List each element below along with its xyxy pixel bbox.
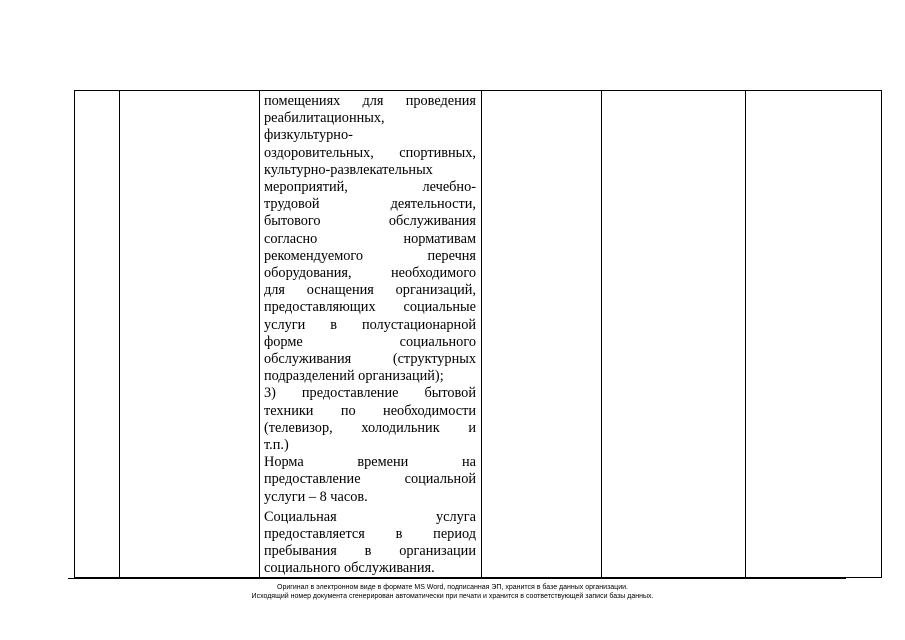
column-divider [481,91,482,577]
text-line [264,196,476,213]
text-word: оздоровительных, [264,144,374,161]
text-word: 3) [264,385,276,402]
text-word: Социальная [264,508,337,525]
text-line [264,489,476,506]
text-word: предоставление [264,471,361,488]
text-word: рекомендуемого [264,247,364,264]
text-word: форме [264,333,303,350]
text-line [264,334,476,351]
text-line [264,471,476,488]
text-line [264,248,476,265]
text-word: организации [399,543,476,560]
text-word: холодильник [361,419,440,436]
text-word: необходимого [391,265,476,282]
text-word: бытовой [424,385,476,402]
text-word: т.п.) [264,437,289,454]
text-line [264,145,476,162]
text-word: в [364,543,372,560]
text-line [264,93,476,110]
text-word: культурно-развлекательных [264,161,433,178]
text-word: обслуживания [264,351,352,368]
text-word: необходимости [383,402,476,419]
text-word: предоставляющих [264,299,376,316]
text-word: мероприятий, [264,179,348,196]
document-table [74,90,882,578]
text-word: предоставление [301,385,399,402]
text-word: на [462,454,476,471]
text-line [264,179,476,196]
text-word: для [264,282,285,299]
footer-note-original: Оригинал в электронном виде в формате MS Word, подписанная ЭП, хранится в базе данных организации. [277,584,628,591]
text-line [264,110,476,127]
text-word: предоставляется [264,526,365,543]
column-divider [259,91,260,577]
text-line [264,420,476,437]
text-word: полустационарной [361,316,476,333]
text-word: организаций, [395,282,476,299]
text-word: помещениях [264,93,341,109]
text-word: социальной [404,471,476,488]
text-word: времени [357,454,409,471]
text-word: Норма [264,454,304,471]
text-line [264,560,476,577]
text-word: физкультурно- [264,127,353,144]
text-word: оборудования, [264,265,352,282]
text-line [264,543,476,560]
text-word: согласно [264,230,318,247]
text-word: оснащения [306,282,374,299]
service-description-cell [264,93,476,578]
text-line [264,351,476,368]
column-divider [119,91,120,577]
text-line [264,299,476,316]
footer-rule [68,578,846,579]
text-line [264,526,476,543]
text-word: лечебно- [422,179,476,196]
text-line [264,454,476,471]
text-line [264,437,476,454]
text-word: деятельности, [390,196,476,213]
text-word: трудовой [264,196,320,213]
text-word: подразделений организаций); [264,368,444,385]
text-word: период [433,526,476,543]
text-word: проведения [405,93,476,109]
text-word: в [395,526,403,543]
text-word: перечня [427,247,476,264]
text-word: социальные [403,299,476,316]
text-word: (структурных [392,351,476,368]
text-word: услуга [436,508,476,525]
text-line [264,317,476,334]
column-divider [745,91,746,577]
text-word: и [468,419,476,436]
text-word: пребывания [264,543,337,560]
text-line [264,282,476,299]
column-divider [601,91,602,577]
text-word: социального [399,333,476,350]
text-line [264,509,476,526]
text-line [264,127,476,144]
text-line [264,368,476,385]
text-word: обслуживания [388,213,476,230]
text-line [264,231,476,248]
text-word: бытового [264,213,321,230]
text-word: для [362,93,384,109]
text-line [264,162,476,179]
text-word: в [330,316,337,333]
text-line [264,213,476,230]
text-word: (телевизор, [264,419,333,436]
text-word: техники [264,402,314,419]
text-word: реабилитационных, [264,110,385,127]
text-word: по [340,402,356,419]
text-word: спортивных, [399,144,476,161]
text-word: социального обслуживания. [264,560,435,577]
footer-note-outgoing-number: Исходящий номер документа сгенерирован автоматически при печати и хранится в соответствующей записи базы данных. [251,593,654,600]
text-word: услуги – 8 часов. [264,488,368,505]
text-word: нормативам [403,230,476,247]
text-line [264,403,476,420]
text-line [264,265,476,282]
text-line [264,385,476,402]
text-word: услуги [264,316,306,333]
